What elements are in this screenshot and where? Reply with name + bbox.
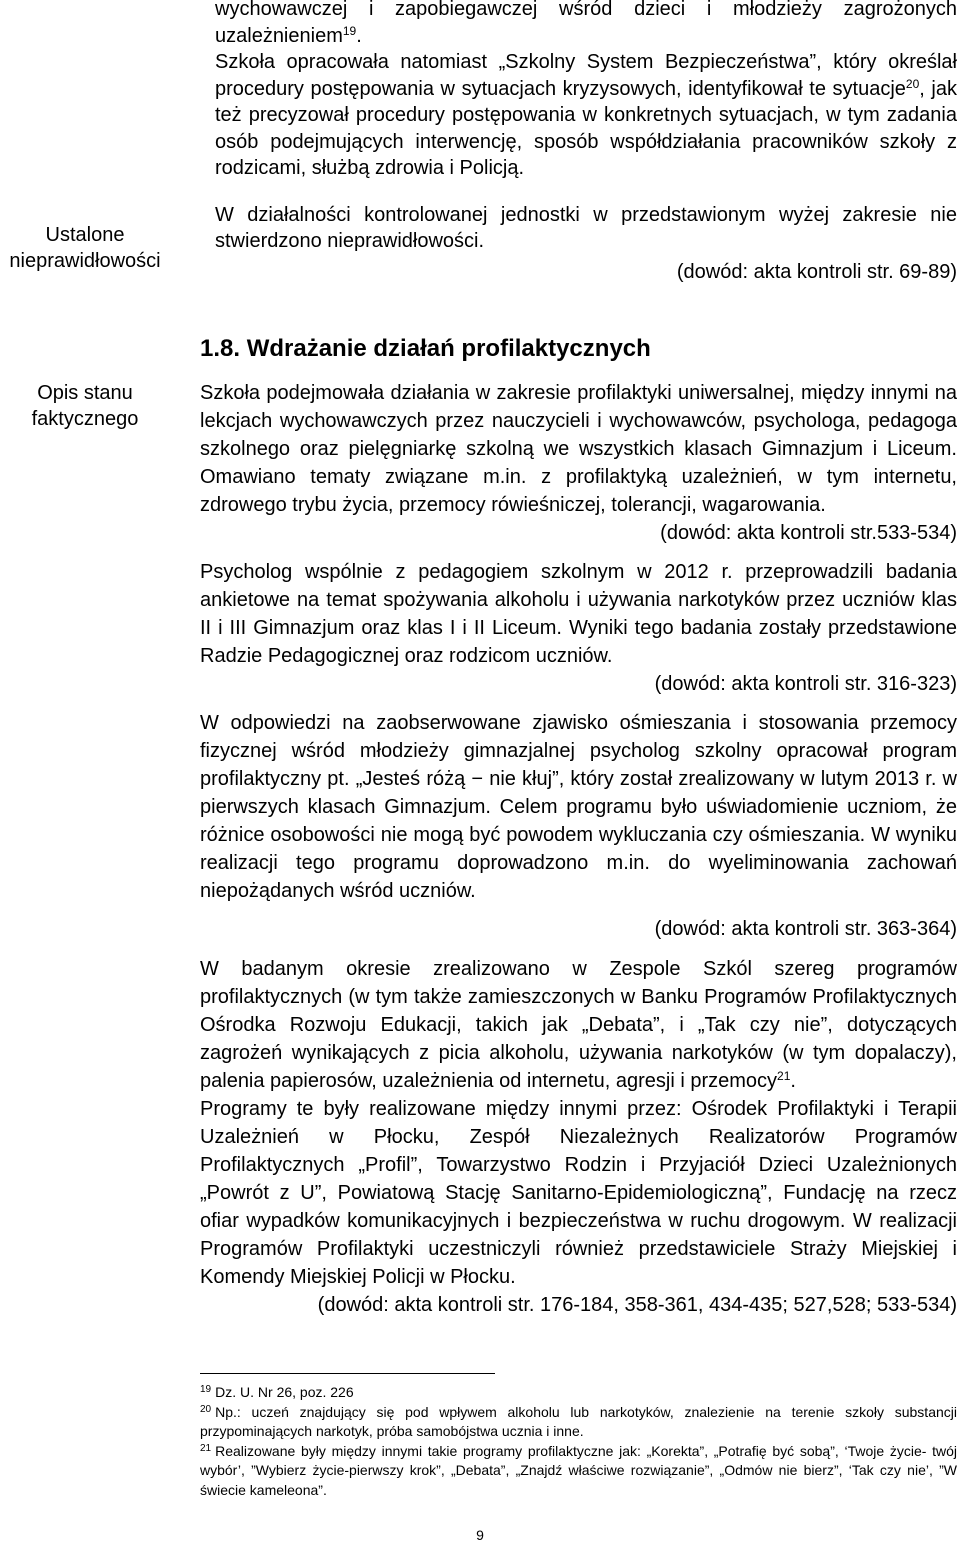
programs-text-b: . xyxy=(790,1070,796,1092)
top-section xyxy=(215,0,957,285)
security-system-text-b: , jak też precyzował procedury postępowania w konkretnych sytuacjach, w tym zadania osób podejmujących interwencję, sposób współdziałania pracowników szkoły z rodzicami, służbą zdrowia i Policją. xyxy=(215,77,957,179)
top-line-2-tail: . xyxy=(356,24,362,47)
top-line-2 xyxy=(215,23,957,50)
evidence-3: (dowód: akta kontroli str. 316-323) xyxy=(654,673,957,695)
footnote-21-number: 21 xyxy=(200,1442,212,1454)
paragraph-program: W odpowiedzi na zaobserwowane zjawisko ośmieszania i stosowania przemocy fizycznej wśród młodzieży gimnazjalnej psycholog szkolny opracował program profilaktyczny pt. „Jesteś różą − nie kłuj”, który został zrealizowany w lutym 2013 r. w pierwszych klasach Gimnazjum. Celem programu było uświadomienie uczniom, że różnice osobowości nie mogą być powodem wykluczania czy ośmieszania. W wyniku realizacji tego programu doprowadzono m.in. do wyeliminowania zachowań niepożądanych wśród uczniów. xyxy=(200,712,957,902)
top-line-1-text: wychowawczej i zapobiegawczej wśród dzieci i młodzieży zagrożonych xyxy=(215,0,957,20)
footnote-19 xyxy=(200,1383,957,1403)
paragraph-no-irregularities: W działalności kontrolowanej jednostki w przedstawionym wyżej zakresie nie stwierdzono nieprawidłowości. xyxy=(215,203,957,252)
top-line-1 xyxy=(215,0,957,23)
footnote-20 xyxy=(200,1403,957,1442)
footnote-ref-21: 21 xyxy=(777,1069,791,1083)
section-heading: 1.8. Wdrażanie działań profilaktycznych xyxy=(200,335,651,362)
label-findings-line2: nieprawidłowości xyxy=(9,250,161,272)
evidence-4: (dowód: akta kontroli str. 363-364) xyxy=(654,918,957,940)
footnote-19-number: 19 xyxy=(200,1384,212,1395)
footnote-separator xyxy=(200,1373,495,1374)
paragraph-security-system xyxy=(215,49,957,182)
footnote-21 xyxy=(200,1442,957,1501)
footnote-20-number: 20 xyxy=(200,1403,212,1415)
evidence-5: (dowód: akta kontroli str. 176-184, 358-361, 434-435; 527,528; 533-534) xyxy=(317,1294,957,1316)
paragraph-survey: Psycholog wspólnie z pedagogiem szkolnym w 2012 r. przeprowadzili badania ankietowe na temat spożywania alkoholu i używania narkotyków przez uczniów klas II i III Gimnazjum oraz klas I i II Liceum. Wyniki tego badania zostały przedstawione Radzie Pedagogicznej oraz rodzicom uczniów. xyxy=(200,561,957,667)
label-findings-line1: Ustalone xyxy=(45,224,125,246)
paragraph-prevention: Szkoła podejmowała działania w zakresie profilaktyki uniwersalnej, między innymi na lekcjach wychowawczych przez nauczycieli i wychowawców, psychologa, pedagoga szkolnego oraz pielęgniarkę szkolną we wszystkich klasach Gimnazjum i Liceum. Omawiano tematy związane m.in. z profilaktyką uzależnień, w tym internetu, zdrowego trybu życia, przemocy rówieśniczej, tolerancji, wagarowania. xyxy=(200,382,957,516)
footnote-ref-19: 19 xyxy=(342,23,357,38)
evidence-1: (dowód: akta kontroli str. 69-89) xyxy=(676,260,957,283)
paragraph-realizers: Programy te były realizowane między innymi przez: Ośrodek Profilaktyki i Terapii Uzależnień w Płocku, Zespół Niezależnych Realizatorów Programów Profilaktycznych „Profil”, Towarzystwo Rodzin i Przyjaciół Dzieci Uzależnionych „Powrót z U”, Powiatową Stację Sanitarno-Epidemiologiczną”, Fundację na rzecz ofiar wypadków komunikacyjnych i bezpieczeństwa w ruchu drogowym. W realizacji Programów Profilaktyki uczestniczyli również przedstawiciele Straży Miejskiej i Komendy Miejskiej Policji w Płocku. xyxy=(200,1098,957,1288)
footnote-20-text: Np.: uczeń znajdujący się pod wpływem alkoholu lub narkotyków, znalezienie na terenie szkoły substancji przypominających narkotyk, próba samobójstwa ucznia i inne. xyxy=(200,1403,957,1439)
body-section xyxy=(200,379,957,1319)
paragraph-programs xyxy=(200,955,957,1095)
page-number: 9 xyxy=(476,1527,484,1543)
footnote-21-text: Realizowane były między innymi takie programy profilaktyczne jak: „Korekta”, „Potrafię być sobą”, ‘Twoje życie- twój wybór’, ”Wybierz życie-pierwszy krok”, „Debata”, „Znajdź właściwe rozwiązanie”, „Odmów nie bierz”, ‘Tak czy nie’, ”W świecie kameleona”. xyxy=(200,1442,957,1498)
top-line-2-text: uzależnieniem xyxy=(215,24,343,47)
footnotes xyxy=(200,1383,957,1500)
footnote-19-text: Dz. U. Nr 26, poz. 226 xyxy=(215,1384,354,1400)
label-facts-line2: faktycznego xyxy=(31,408,139,430)
label-facts xyxy=(0,380,170,432)
security-system-text-a: Szkoła opracowała natomiast „Szkolny System Bezpieczeństwa”, który określał procedury postępowania w sytuacjach kryzysowych, identyfikował te sytuacje xyxy=(215,51,957,100)
label-findings xyxy=(0,222,170,274)
footnote-ref-20: 20 xyxy=(905,76,920,91)
evidence-2: (dowód: akta kontroli str.533-534) xyxy=(660,522,957,544)
label-facts-line1: Opis stanu xyxy=(37,382,133,404)
programs-text-a: W badanym okresie zrealizowano w Zespole Szkól szereg programów profilaktycznych (w tym także zamieszczonych w Banku Programów Profilaktycznych Ośrodka Rozwoju Edukacji, takich jak „Debata”, i „Tak czy nie”, dotyczących zagrożeń wynikających z picia alkoholu, używania narkotyków (w tym dopalaczy), palenia papierosów, uzależnienia od internetu, agresji i przemocy xyxy=(200,958,957,1092)
